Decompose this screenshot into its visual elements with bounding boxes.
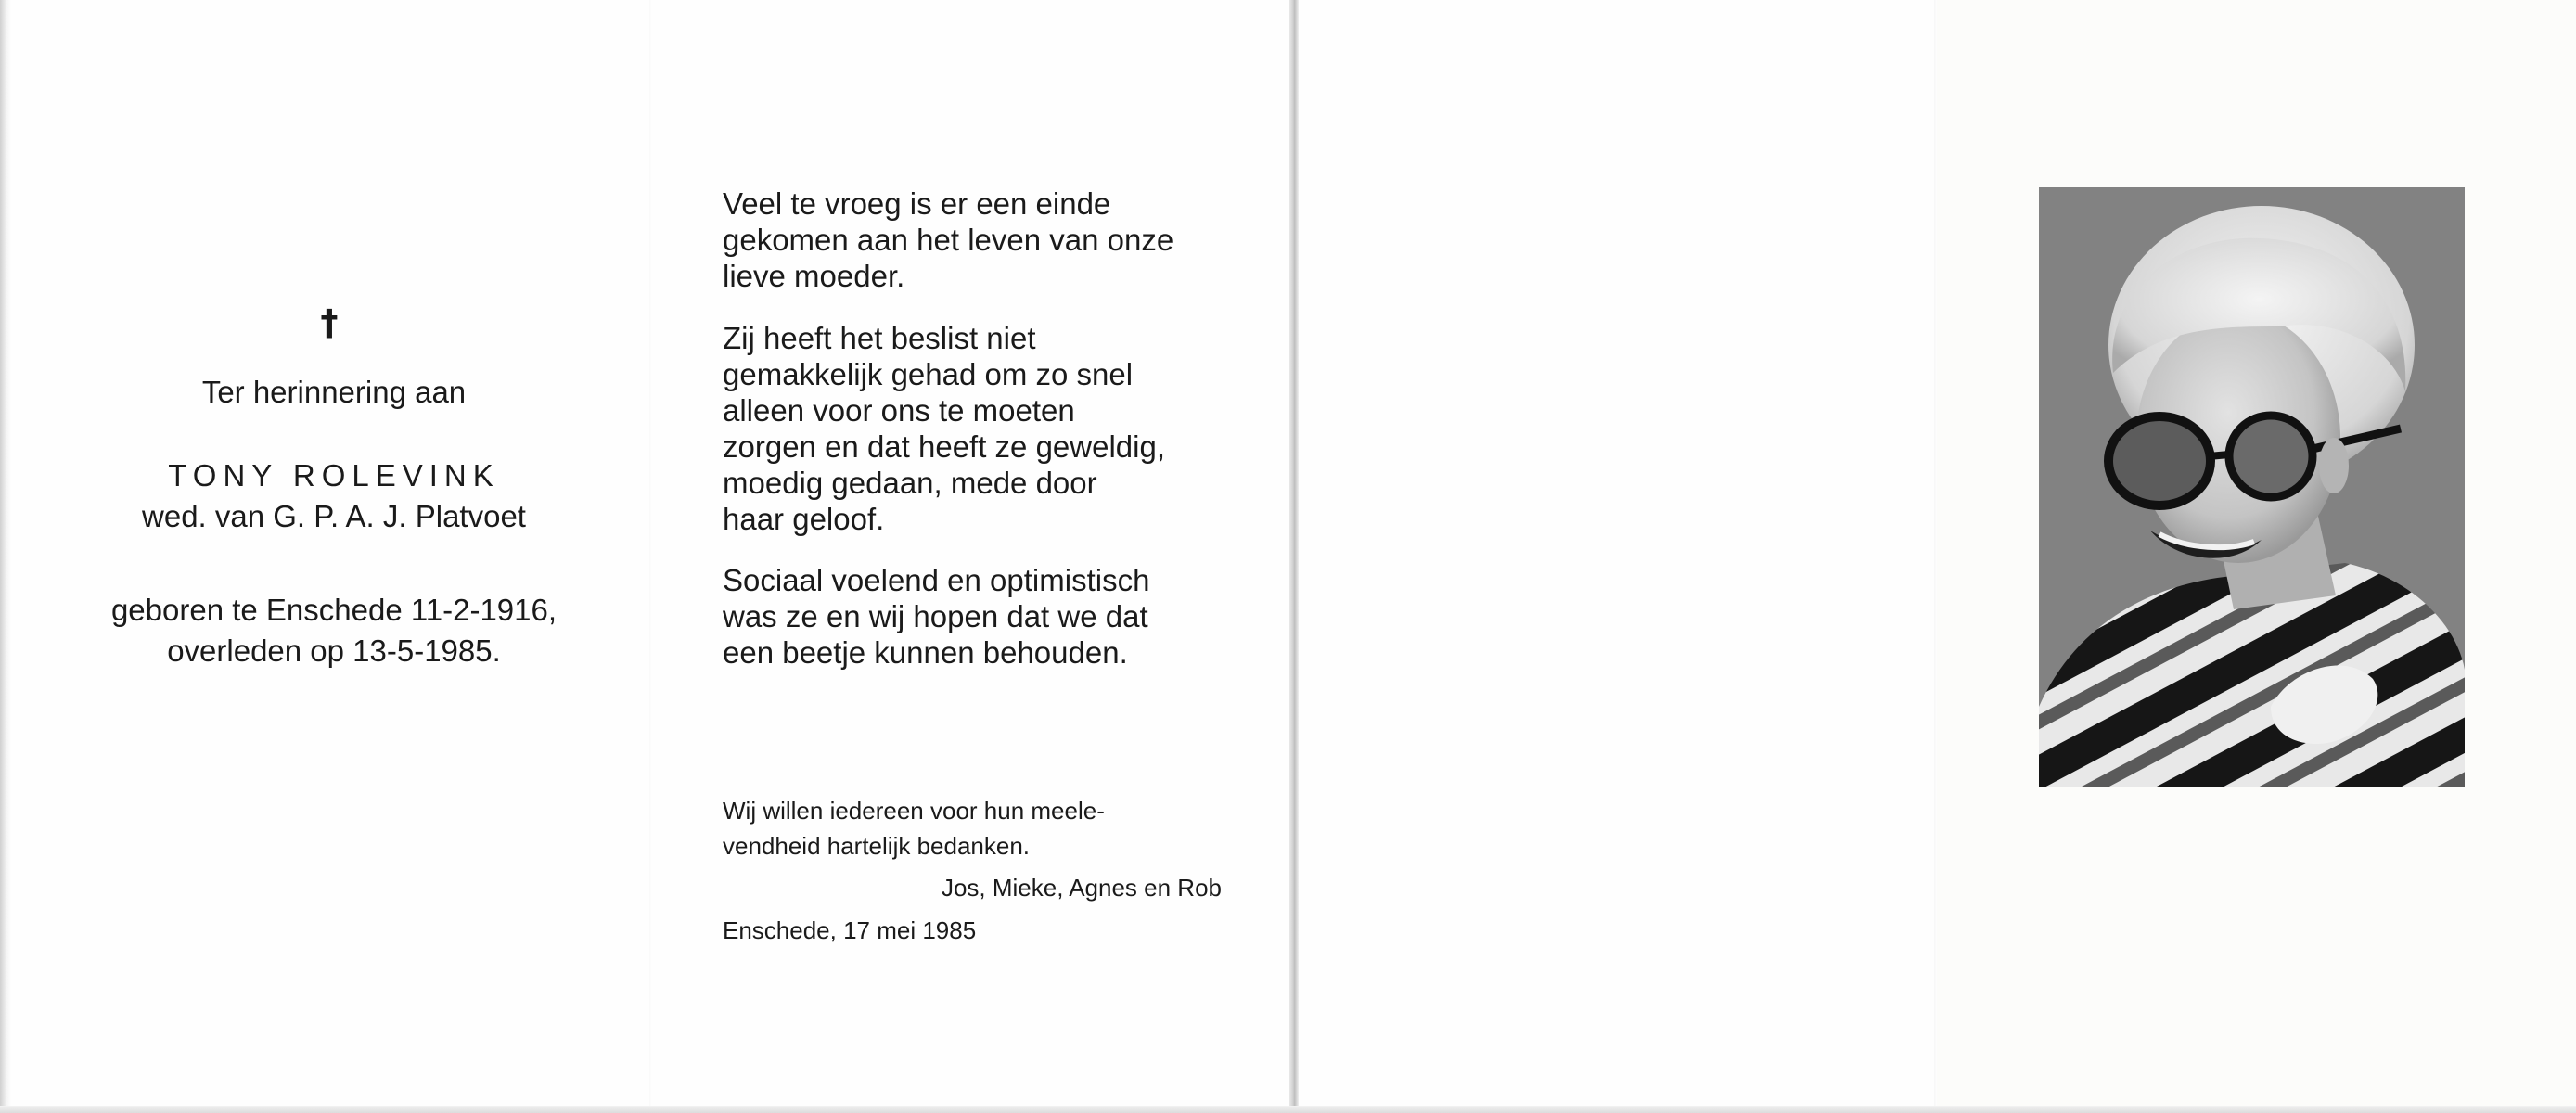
death-line: overleden op 13-5-1985. (167, 633, 501, 668)
verse-line: was ze en wij hopen dat we dat (723, 599, 1148, 633)
fold-line-right (1934, 0, 1937, 1109)
verse-line: alleen voor ons te moeten (723, 393, 1075, 428)
verse-line: Zij heeft het beslist niet (723, 321, 1036, 355)
verse-line: zorgen en dat heeft ze geweldig, (723, 429, 1166, 464)
thanks-line: Wij willen iedereen voor hun meele- (723, 797, 1105, 825)
birth-line: geboren te Enschede 11-2-1916, (110, 593, 557, 627)
thanks-message (723, 793, 1222, 864)
sheet-bottom-edge (0, 1106, 2576, 1113)
sheet-left-edge (0, 0, 11, 1113)
deceased-name: TONY ROLEVINK (168, 458, 500, 493)
signed-by: Jos, Mieke, Agnes en Rob (941, 874, 1222, 902)
verse-stanza-1 (723, 186, 1261, 294)
verse-stanza-3 (723, 562, 1261, 671)
verse-line: gekomen aan het leven van onze (723, 223, 1174, 257)
verse-line: Sociaal voelend en optimistisch (723, 563, 1150, 597)
verse-line: lieve moeder. (723, 259, 905, 293)
verse-line: haar geloof. (723, 502, 885, 536)
card-inner-sheet (0, 0, 1292, 1109)
place-and-date: Enschede, 17 mei 1985 (723, 916, 977, 944)
memorial-intro: Ter herinnering aan (201, 375, 467, 409)
verse-line: Veel te vroeg is er een einde (723, 186, 1111, 221)
verse-line: gemakkelijk gehad om zo snel (723, 357, 1134, 391)
thanks-line: vendheid hartelijk bedanken. (723, 832, 1031, 860)
widow-of-line: wed. van G. P. A. J. Platvoet (142, 499, 526, 533)
cross-icon: † (320, 302, 339, 343)
sheet-divider (1289, 0, 1299, 1113)
portrait-photo (2039, 187, 2465, 787)
verse-line: moedig gedaan, mede door (723, 466, 1097, 500)
verse-line: een beetje kunnen behouden. (723, 635, 1128, 670)
fold-line-left (649, 0, 652, 1109)
verse-stanza-2 (723, 320, 1261, 537)
